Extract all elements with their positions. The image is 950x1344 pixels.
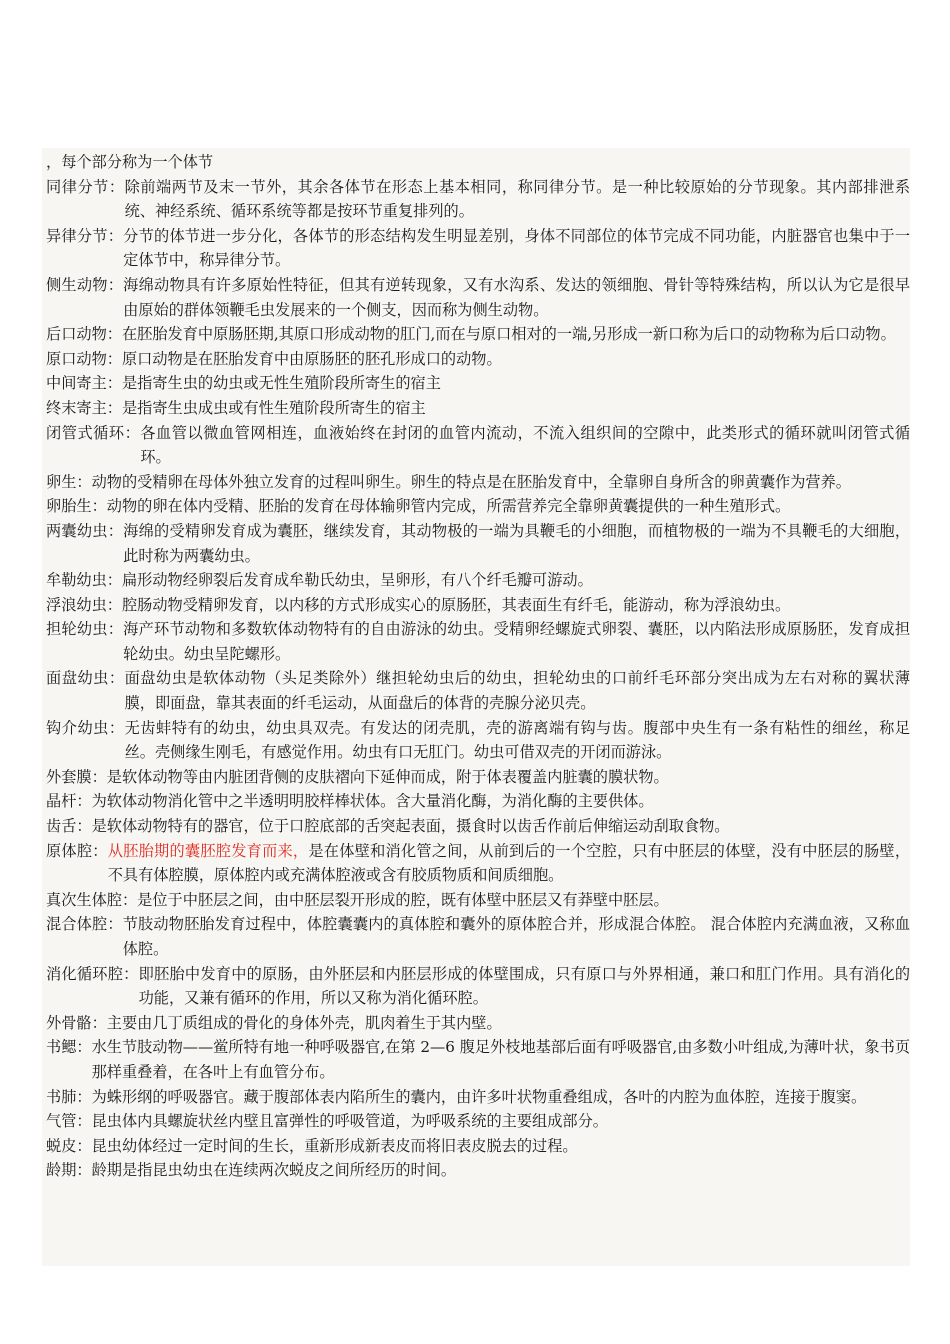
glossary-term: 外骨骼： <box>46 1013 107 1032</box>
glossary-entry <box>46 322 910 347</box>
glossary-term: 龄期： <box>46 1161 92 1180</box>
glossary-content <box>46 150 910 1183</box>
glossary-term: 原体腔： <box>46 841 108 860</box>
glossary-term: 后口动物： <box>46 325 122 344</box>
glossary-definition: 分节的体节进一步分化，各体节的形态结构发生明显差别，身体不同部位的体节完成不同功能，内脏器官也集中于一定体节中，称异律分节。 <box>123 226 911 270</box>
glossary-term: 卵生： <box>46 472 92 491</box>
glossary-entry <box>46 1134 910 1159</box>
glossary-term: 齿舌： <box>46 817 92 836</box>
glossary-term: 消化循环腔： <box>46 964 139 983</box>
glossary-term: 闭管式循环： <box>46 423 141 442</box>
glossary-entry <box>46 1011 910 1036</box>
glossary-term: 担轮幼虫： <box>46 620 124 639</box>
glossary-definition: 龄期是指昆虫幼虫在连续两次蜕皮之间所经历的时间。 <box>91 1161 457 1180</box>
glossary-definition: 主要由几丁质组成的骨化的身体外壳，肌肉着生于其内壁。 <box>106 1013 502 1032</box>
glossary-entry <box>46 273 910 322</box>
glossary-term: 书鳃： <box>46 1038 92 1057</box>
glossary-entry <box>46 1085 910 1110</box>
glossary-term: 牟勒幼虫： <box>46 571 122 590</box>
glossary-entry <box>46 1035 910 1084</box>
glossary-definition: 腔肠动物受精卵发育，以内移的方式形成实心的原肠胚，其表面生有纤毛，能游动，称为浮浪幼虫。 <box>121 595 791 614</box>
glossary-definition: 昆虫幼体经过一定时间的生长，重新形成新表皮而将旧表皮脱去的过程。 <box>91 1136 578 1155</box>
glossary-entry <box>46 347 910 372</box>
glossary-definition: 动物的受精卵在母体外独立发育的过程叫卵生。卵生的特点是在胚胎发育中，全靠卵自身所含的卵黄囊作为营养。 <box>91 472 851 491</box>
glossary-entry <box>46 789 910 814</box>
glossary-definition: 面盘幼虫是软体动物（头足类除外）继担轮幼虫后的幼虫，担轮幼虫的口前纤毛环部分突出成为左右对称的翼状薄膜，即面盘，靠其表面的纤毛运动，从面盘后的体背的壳腺分泌贝壳。 <box>124 669 910 713</box>
glossary-definition: 海绵的受精卵发育成为囊胚，继续发育，其动物极的一端为具鞭毛的小细胞，而植物极的一端为不具鞭毛的大细胞，此时称为两囊幼虫。 <box>123 521 911 565</box>
glossary-term: 面盘幼虫： <box>46 669 125 688</box>
glossary-entry <box>46 962 910 1011</box>
glossary-definition: 即胚胎中发育中的原肠，由外胚层和内胚层形成的体壁围成，只有原口与外界相通，兼口和肛门作用。具有消化的功能，又兼有循环的作用，所以又称为消化循环腔。 <box>138 964 911 1008</box>
glossary-definition: 是在体壁和消化管之间，从前到后的一个空腔，只有中胚层的体壁，没有中胚层的肠壁，不具有体腔膜，原体腔内或充满体腔液或含有胶质物质和间质细胞。 <box>107 841 911 885</box>
glossary-definition: 是位于中胚层之间，由中胚层裂开形成的腔，既有体壁中胚层又有莽壁中胚层。 <box>137 890 669 909</box>
glossary-term: 卵胎生： <box>46 497 107 516</box>
glossary-entry <box>46 716 910 765</box>
glossary-term: 浮浪幼虫： <box>46 595 122 614</box>
glossary-entry <box>46 666 910 715</box>
glossary-definition: 无齿蚌特有的幼虫，幼虫具双壳。有发达的闭壳肌，壳的游离端有钩与齿。腹部中央生有一条有粘性的细丝，称足丝。壳侧缘生刚毛，有感觉作用。幼虫有口无肛门。幼虫可借双壳的开闭而游泳。 <box>124 718 910 762</box>
glossary-entry <box>46 839 910 888</box>
glossary-definition: 水生节肢动物——鲎所特有地一种呼吸器官,在第 2—6 腹足外枝地基部后面有呼吸器官,由多数小叶组成,为薄叶状，象书页那样重叠着，在各叶上有血管分布。 <box>91 1038 911 1081</box>
glossary-term: 侧生动物： <box>46 275 124 294</box>
glossary-entry <box>46 224 910 273</box>
glossary-entry <box>46 617 910 666</box>
glossary-entry <box>46 519 910 568</box>
glossary-definition: 是软体动物等由内脏团背侧的皮肤褶向下延伸而成，附于体表覆盖内脏囊的膜状物。 <box>106 767 669 786</box>
glossary-term: 混合体腔： <box>46 915 123 934</box>
glossary-definition: 扁形动物经卵裂后发育成牟勒氏幼虫，呈卵形，有八个纤毛瓣可游动。 <box>121 571 593 590</box>
glossary-definition: 为软体动物消化管中之半透明明胶样棒状体。含大量消化酶，为消化酶的主要供体。 <box>91 792 654 811</box>
glossary-definition: 在胚胎发育中原肠胚期,其原口形成动物的肛门,而在与原口相对的一端,另形成一新口称为后口的动物称为后口动物。 <box>121 325 896 344</box>
glossary-term: 外套膜： <box>46 767 107 786</box>
highlighted-text: 从胚胎期的囊胚腔发育而来， <box>107 841 309 860</box>
glossary-term: 书肺： <box>46 1087 92 1106</box>
glossary-entry <box>46 1109 910 1134</box>
glossary-term: 两囊幼虫： <box>46 521 124 540</box>
glossary-term: 原口动物： <box>46 349 122 368</box>
glossary-entry <box>46 421 910 470</box>
glossary-definition: 昆虫体内具螺旋状丝内壁且富弹性的呼吸管道，为呼吸系统的主要组成部分。 <box>91 1112 608 1131</box>
glossary-entry <box>46 371 910 396</box>
glossary-term: 气管： <box>46 1112 92 1131</box>
glossary-entry <box>46 470 910 495</box>
glossary-term: 蜕皮： <box>46 1136 92 1155</box>
glossary-definition: 是指寄生虫的幼虫或无性生殖阶段所寄生的宿主 <box>121 374 441 393</box>
glossary-definition: 除前端两节及末一节外，其余各体节在形态上基本相同，称同律分节。是一种比较原始的分节现象。其内部排泄系统、神经系统、循环系统等都是按环节重复排列的。 <box>124 177 910 221</box>
glossary-entry <box>46 494 910 519</box>
glossary-term: 中间寄主： <box>46 374 122 393</box>
glossary-term: 钩介幼虫： <box>46 718 125 737</box>
intro-line: ，每个部分称为一个体节 <box>46 153 214 171</box>
glossary-term: 真次生体腔： <box>46 890 138 909</box>
glossary-definition: 动物的卵在体内受精、胚胎的发育在母体输卵管内完成，所需营养完全靠卵黄囊提供的一种生殖形式。 <box>106 497 791 516</box>
glossary-entry <box>46 175 910 224</box>
glossary-entry <box>46 396 910 421</box>
glossary-definition: 是指寄生虫成虫或有性生殖阶段所寄生的宿主 <box>121 398 426 417</box>
glossary-definition: 海绵动物具有许多原始性特征，但其有逆转现象，又有水沟系、发达的领细胞、骨针等特殊结构，所以认为它是很早由原始的群体领鞭毛虫发展来的一个侧支，因而称为侧生动物。 <box>123 275 911 319</box>
glossary-entry <box>46 912 910 961</box>
document-page <box>42 148 910 1266</box>
glossary-definition: 为蛛形纲的呼吸器官。藏于腹部体表内陷所生的囊内，由许多叶状物重叠组成，各叶的内腔为血体腔，连接于腹窦。 <box>91 1087 867 1106</box>
glossary-definition: 是软体动物特有的器官，位于口腔底部的舌突起表面，摄食时以齿舌作前后伸缩运动刮取食物。 <box>91 817 730 836</box>
glossary-entry <box>46 765 910 790</box>
glossary-list <box>46 175 910 1183</box>
glossary-entry <box>46 568 910 593</box>
glossary-term: 终末寄主： <box>46 398 122 417</box>
glossary-definition: 原口动物是在胚胎发育中由原肠胚的胚孔形成口的动物。 <box>121 349 502 368</box>
glossary-term: 同律分节： <box>46 177 125 196</box>
glossary-term: 晶杆： <box>46 792 92 811</box>
glossary-definition: 节肢动物胚胎发育过程中，体腔囊囊内的真体腔和囊外的原体腔合并，形成混合体腔。 混合体腔内充满血液，又称血体腔。 <box>122 915 911 958</box>
glossary-entry <box>46 888 910 913</box>
glossary-definition: 海产环节动物和多数软体动物特有的自由游泳的幼虫。受精卵经螺旋式卵裂、囊胚，以内陷法形成原肠胚，发育成担轮幼虫。幼虫呈陀螺形。 <box>123 620 911 663</box>
glossary-entry <box>46 1158 910 1183</box>
glossary-term: 异律分节： <box>46 226 124 245</box>
glossary-entry <box>46 814 910 839</box>
glossary-entry <box>46 593 910 618</box>
glossary-definition: 各血管以微血管网相连，血液始终在封闭的血管内流动，不流入组织间的空隙中，此类形式的循环就叫闭管式循环。 <box>140 423 910 467</box>
